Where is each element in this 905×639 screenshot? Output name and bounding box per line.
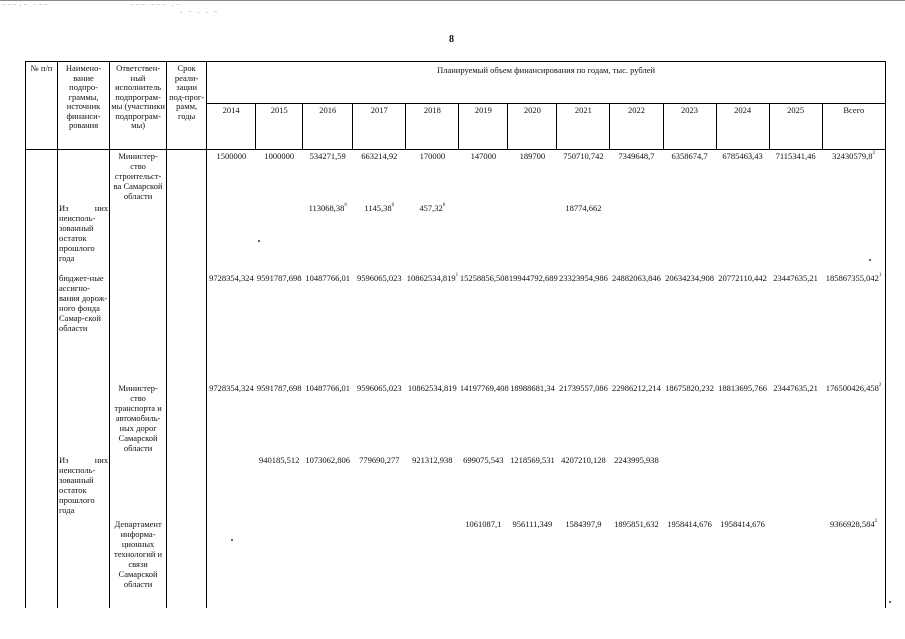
year-value (663, 382, 716, 454)
amount: 9596065,023 (356, 273, 402, 283)
year-value (406, 272, 459, 382)
year-value (353, 454, 406, 518)
header-year: 2018 (406, 104, 459, 150)
amount: 534271,59 (309, 151, 346, 161)
amount: 23323954,986 (558, 273, 608, 283)
footnote-mark: 6 (344, 203, 347, 208)
amount: 23447635,21 (773, 273, 818, 283)
year-value (663, 150, 716, 203)
year-value (459, 382, 508, 454)
year-value (303, 150, 353, 203)
footnote-mark: 1 (878, 273, 882, 278)
amount: 9596065,023 (356, 383, 402, 393)
amount: 18988681,34 (510, 383, 555, 393)
scan-top-edge (0, 0, 905, 1)
year-value (610, 272, 663, 382)
year-value (716, 382, 769, 454)
year-value (769, 202, 822, 272)
amount: 4207210,128 (561, 455, 606, 465)
year-value (557, 518, 610, 608)
amount: 15258856,508 (459, 273, 509, 283)
row-number-cell (26, 518, 58, 608)
amount: 2243995,938 (614, 455, 659, 465)
year-value (716, 150, 769, 203)
footnote-mark: 2 (874, 519, 878, 524)
amount: 18774,662 (565, 203, 602, 213)
scan-speck (258, 240, 260, 242)
footnote-mark: 1 (455, 273, 459, 278)
amount: 10862534,819 (407, 383, 457, 393)
year-value (207, 202, 256, 272)
amount: 1000000 (264, 151, 295, 161)
term-cell (167, 454, 207, 518)
term-cell (167, 518, 207, 608)
year-value (769, 518, 822, 608)
amount: 20634234,908 (665, 273, 714, 283)
header-year: 2019 (459, 104, 508, 150)
table-row (26, 150, 886, 203)
scan-artifact: ⁻⁻⁻ ⁻⁻⁻ ·⁻ (130, 2, 182, 10)
amount: 699075,543 (463, 455, 504, 465)
year-value (557, 454, 610, 518)
amount: 18813695,766 (718, 383, 767, 393)
header-num: № п/п (26, 62, 58, 150)
year-value (256, 382, 303, 454)
amount: 6785463,43 (722, 151, 763, 161)
year-value (663, 454, 716, 518)
amount: 9591787,698 (256, 273, 302, 283)
amount: 1958414,676 (667, 519, 712, 529)
year-value (508, 150, 557, 203)
year-value (716, 454, 769, 518)
header-year: 2024 (716, 104, 769, 150)
footnote-mark: 6 (442, 203, 446, 208)
total-value (822, 382, 885, 454)
amount: 10862534,819 (406, 273, 456, 283)
year-value (557, 382, 610, 454)
year-value (663, 518, 716, 608)
year-value (256, 150, 303, 203)
amount: 1500000 (216, 151, 247, 161)
year-value (207, 272, 256, 382)
year-value (459, 518, 508, 608)
amount: 1895851,632 (614, 519, 659, 529)
term-cell (167, 202, 207, 272)
source-label: Из них неисполь-зованный остаток прошлого года (58, 454, 110, 518)
year-value (303, 518, 353, 608)
year-value (610, 454, 663, 518)
amount: 14197769,408 (459, 383, 509, 393)
source-label (58, 518, 110, 608)
year-value (716, 202, 769, 272)
amount: 22986212,214 (612, 383, 661, 393)
source-label (58, 382, 110, 454)
footnote-mark: 6 (391, 203, 395, 208)
executor-name (110, 272, 167, 382)
year-value (663, 272, 716, 382)
header-year: 2016 (303, 104, 353, 150)
row-number-cell (26, 150, 58, 203)
year-value (207, 150, 256, 203)
year-value (508, 202, 557, 272)
executor-name: Министер-ство строительст-ва Самарской области (110, 150, 167, 203)
year-value (663, 202, 716, 272)
year-value (557, 272, 610, 382)
header-term: Срок реали-зации под-прог-рамм, годы (167, 62, 207, 150)
amount: 21739557,086 (558, 383, 608, 393)
year-value (508, 518, 557, 608)
year-value (459, 272, 508, 382)
amount: 170000 (419, 151, 446, 161)
table-row (26, 272, 886, 382)
amount: 32430579,8 (832, 151, 873, 161)
total-value (822, 202, 885, 272)
year-value (769, 382, 822, 454)
page-number: 8 (449, 34, 454, 45)
row-number-cell (26, 272, 58, 382)
term-cell (167, 382, 207, 454)
year-value (610, 382, 663, 454)
header-year: 2020 (508, 104, 557, 150)
financing-table (25, 61, 886, 608)
year-value (716, 518, 769, 608)
amount: 921312,938 (412, 455, 453, 465)
year-value (508, 382, 557, 454)
scan-speck (231, 539, 233, 541)
amount: 9366928,584 (830, 519, 875, 529)
amount: 6358674,7 (671, 151, 708, 161)
amount: 750710,742 (563, 151, 604, 161)
amount: 779690,277 (359, 455, 400, 465)
header-year: 2014 (207, 104, 256, 150)
year-value (353, 150, 406, 203)
amount: 20772110,442 (718, 273, 767, 283)
year-value (769, 272, 822, 382)
amount: 9591787,698 (256, 383, 302, 393)
year-value (406, 454, 459, 518)
year-value (557, 202, 610, 272)
header-year: 2025 (769, 104, 822, 150)
header-name: Наимено-вание подпро-граммы, источник финанси-рования (58, 62, 110, 150)
source-label (58, 150, 110, 203)
footnote-mark: 2 (878, 383, 882, 388)
header-year: 2022 (610, 104, 663, 150)
term-cell (167, 150, 207, 203)
table-row (26, 518, 886, 608)
amount: 1584397,9 (565, 519, 602, 529)
scan-speck (869, 259, 871, 261)
source-label: Из них неисполь-зованный остаток прошлого года (58, 202, 110, 272)
footnote-mark: 2 (872, 151, 875, 156)
term-cell (167, 272, 207, 382)
year-value (610, 150, 663, 203)
year-value (207, 454, 256, 518)
year-value (716, 272, 769, 382)
header-year: 2021 (557, 104, 610, 150)
total-value (822, 454, 885, 518)
amount: 956111,349 (512, 519, 553, 529)
total-value (822, 150, 885, 203)
amount: 23447635,21 (773, 383, 818, 393)
total-value (822, 272, 885, 382)
amount: 19944792,689 (508, 273, 558, 283)
year-value (406, 150, 459, 203)
amount: 189700 (519, 151, 546, 161)
header-year: Всего (822, 104, 885, 150)
scan-speck (889, 601, 891, 603)
year-value (207, 518, 256, 608)
table-row (26, 454, 886, 518)
header-executor: Ответствен-ный исполнитель подпрограм-мы (участники подпрограм-мы) (110, 62, 167, 150)
year-value (459, 150, 508, 203)
amount: 1061087,1 (465, 519, 502, 529)
amount: 18675820,232 (665, 383, 714, 393)
table-row (26, 202, 886, 272)
header-year: 2023 (663, 104, 716, 150)
amount: 1145,38 (364, 203, 392, 213)
amount: 1958414,676 (720, 519, 765, 529)
year-value (303, 272, 353, 382)
amount: 663214,92 (361, 151, 398, 161)
year-value (406, 202, 459, 272)
year-value (256, 454, 303, 518)
table-row (26, 382, 886, 454)
executor-name (110, 454, 167, 518)
scan-artifact: ⁻⁻⁻·⁻ ⁻⁻⁻ (2, 2, 50, 10)
row-number-cell (26, 202, 58, 272)
year-value (303, 202, 353, 272)
year-value (303, 454, 353, 518)
year-value (353, 382, 406, 454)
amount: 457,32 (419, 203, 443, 213)
executor-name: Министер-ство транспорта и автомобиль-ных дорог Самарской области (110, 382, 167, 454)
year-value (353, 272, 406, 382)
amount: 24882063,846 (612, 273, 661, 283)
year-value (303, 382, 353, 454)
scan-artifact: · ⁻ · · ⁻ (180, 9, 220, 17)
header-plan: Планируемый объем финансирования по годам, тыс. рублей (207, 62, 886, 104)
year-value (353, 202, 406, 272)
year-value (353, 518, 406, 608)
amount: 1073062,806 (305, 455, 351, 465)
year-value (610, 518, 663, 608)
year-value (256, 202, 303, 272)
amount: 1218569,531 (510, 455, 555, 465)
year-value (207, 382, 256, 454)
amount: 10487766,01 (305, 383, 351, 393)
year-value (459, 202, 508, 272)
amount: 185867355,042 (825, 273, 879, 283)
year-value (256, 272, 303, 382)
amount: 7115341,46 (775, 151, 816, 161)
year-value (769, 454, 822, 518)
year-value (769, 150, 822, 203)
year-value (256, 518, 303, 608)
total-value (822, 518, 885, 608)
header-year: 2015 (256, 104, 303, 150)
row-number-cell (26, 454, 58, 518)
amount: 9728354,324 (209, 273, 254, 283)
year-value (406, 518, 459, 608)
amount: 940185,512 (259, 455, 300, 465)
year-value (610, 202, 663, 272)
year-value (508, 272, 557, 382)
year-value (557, 150, 610, 203)
amount: 10487766,01 (305, 273, 351, 283)
year-value (406, 382, 459, 454)
amount: 147000 (470, 151, 497, 161)
source-label: бюджет-ные ассигно-вания дорож-ного фонда Самар-ской области (58, 272, 110, 382)
row-number-cell (26, 382, 58, 454)
executor-name (110, 202, 167, 272)
year-value (508, 454, 557, 518)
amount: 7349648,7 (618, 151, 655, 161)
header-year: 2017 (353, 104, 406, 150)
executor-name: Департамент информа-ционных технологий и связи Самарской области (110, 518, 167, 608)
amount: 176500426,458 (825, 383, 879, 393)
amount: 9728354,324 (209, 383, 254, 393)
amount: 113068,38 (308, 203, 345, 213)
year-value (459, 454, 508, 518)
